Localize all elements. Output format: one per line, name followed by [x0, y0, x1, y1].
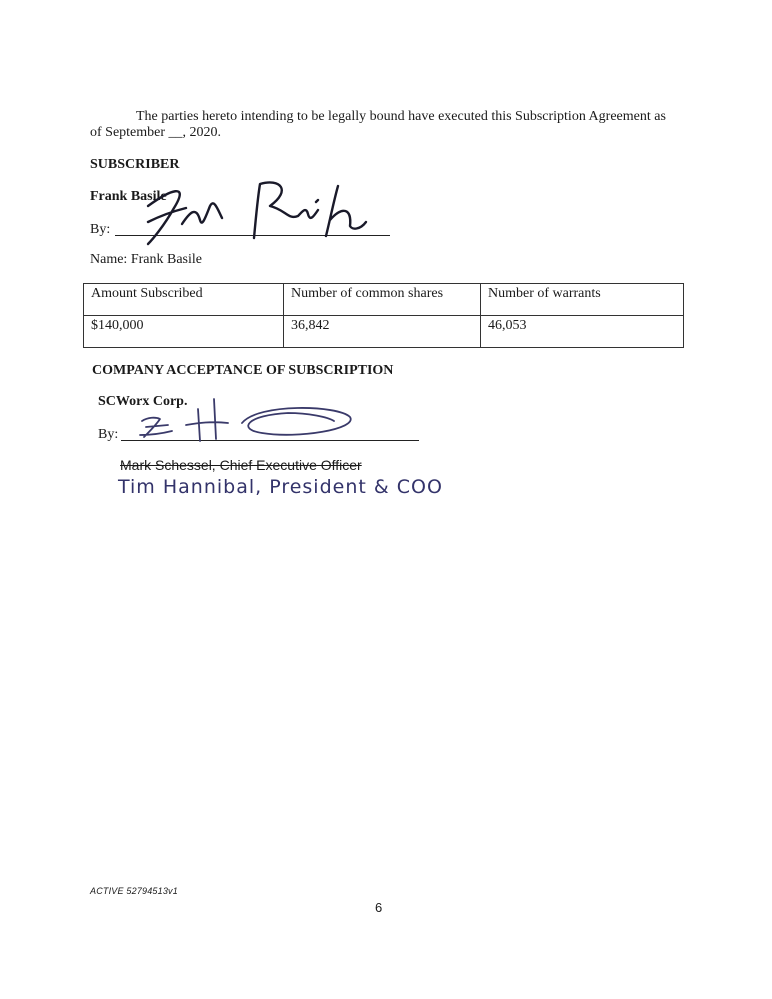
- company-name: SCWorx Corp.: [98, 394, 188, 409]
- company-heading: COMPANY ACCEPTANCE OF SUBSCRIPTION: [92, 363, 394, 378]
- table-header-cell: Amount Subscribed: [84, 284, 284, 316]
- page-number: 6: [375, 900, 383, 915]
- table-header-cell: Number of warrants: [481, 284, 684, 316]
- subscriber-name: Frank Basile: [90, 189, 167, 204]
- subscriber-name-line: Name: Frank Basile: [90, 252, 202, 267]
- handwritten-signatory: Tim Hannibal, President & COO: [118, 476, 443, 498]
- intro-line-2: of September __, 2020.: [90, 125, 222, 140]
- table-cell: 36,842: [284, 316, 481, 348]
- subscription-table: [83, 283, 684, 348]
- table-header-cell: Number of common shares: [284, 284, 481, 316]
- table-row: [84, 316, 684, 348]
- struck-signatory: Mark Schessel, Chief Executive Officer: [120, 457, 362, 473]
- table-cell: 46,053: [481, 316, 684, 348]
- subscriber-by-label: By:: [90, 222, 111, 237]
- subscriber-heading: SUBSCRIBER: [90, 157, 180, 172]
- subscriber-signature: [130, 176, 370, 248]
- intro-line-1: The parties hereto intending to be legally bound have executed this Subscription Agreement as: [136, 109, 666, 124]
- company-by-label: By:: [98, 427, 119, 442]
- document-id: ACTIVE 52794513v1: [90, 886, 178, 896]
- table-cell: $140,000: [84, 316, 284, 348]
- company-signature: [138, 395, 358, 445]
- table-header-row: [84, 284, 684, 316]
